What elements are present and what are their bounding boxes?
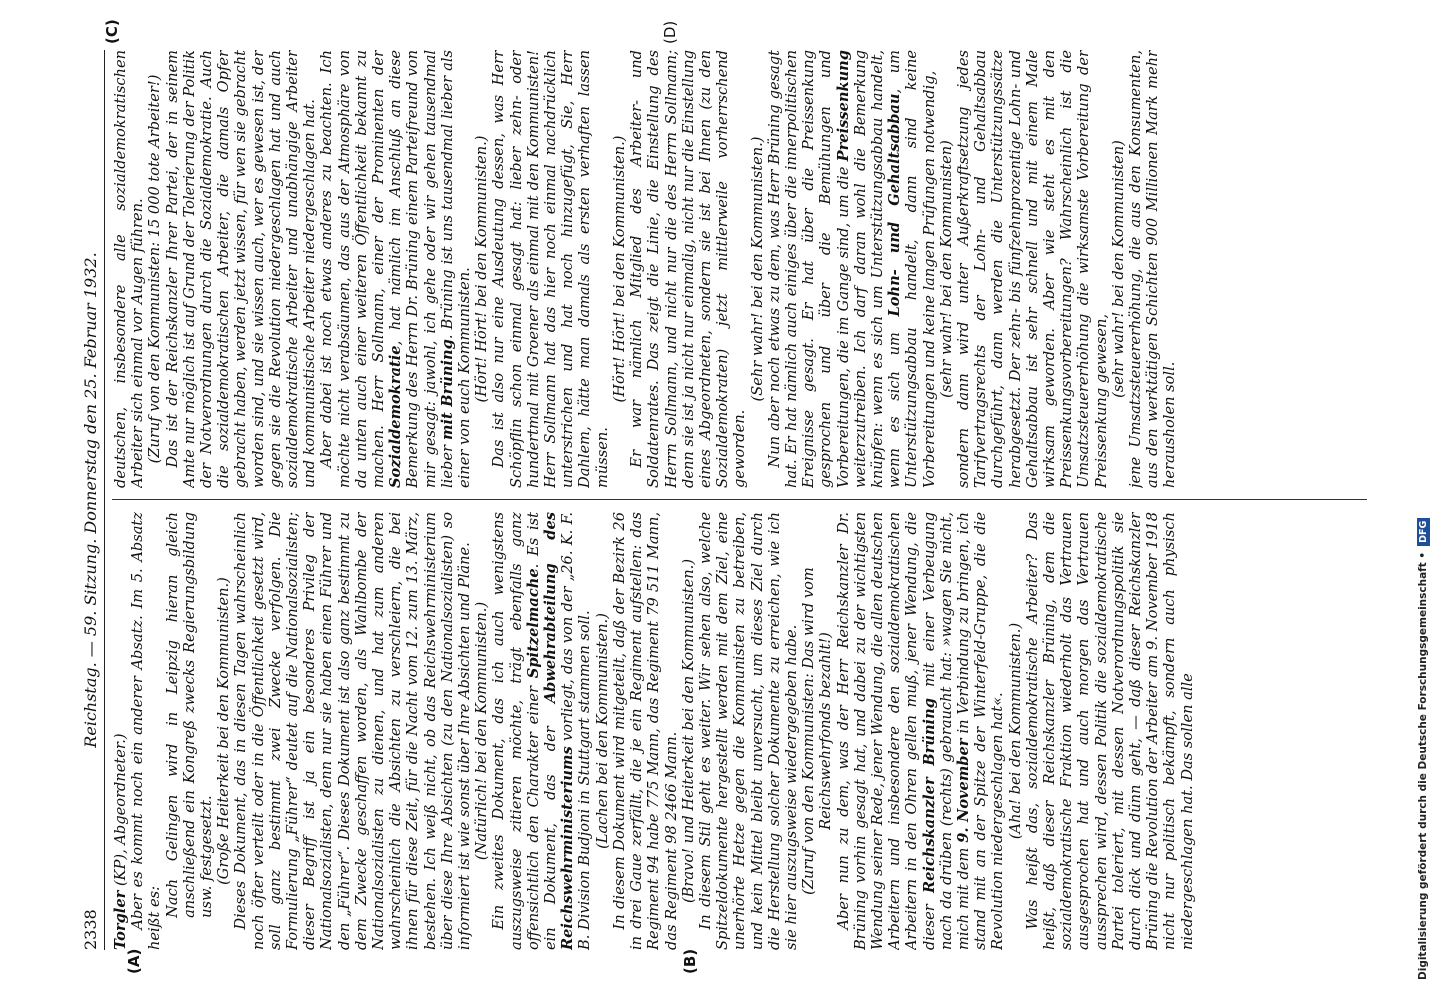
digitization-credit bbox=[1408, 0, 1434, 980]
page-number: 2338 bbox=[81, 909, 100, 950]
right-paragraph-5: (Hört! Hört! bei den Kommunisten.) bbox=[473, 135, 491, 403]
left-paragraph-1: Torgler (KP), Abgeordneter.) bbox=[112, 733, 129, 950]
column-divider bbox=[112, 499, 1367, 500]
left-paragraph-2: Aber es kommt noch ein anderer Absatz. Im 5. Absatz heißt es: bbox=[129, 512, 164, 950]
right-paragraph-6: Das ist also nur eine Ausdeutung dessen, was Herr Schöpflin schon einmal gesagt hat: lieber zehn- oder hundertmal mit Groener als einmal mit den Kommunisten! Herr Sollmann hat das hier noch einmal nachdrücklich unterstrichen und hat noch hinzugefügt, Sie, Herr Dahlem, hätte man damals als ersten verhaften lassen müssen. bbox=[490, 50, 611, 488]
right-column bbox=[112, 50, 1372, 488]
right-paragraph-10: Nun aber noch etwas zu dem, was Herr Brüning gesagt hat. Er hat nämlich auch einiges über die innerpolitischen Ereignisse gesagt. Er hat über die Preissenkung gesprochen und über die Bemühungen und Vorbereitungen, die im Gange sind, um die Preissenkung weiterzutreiben. Ich darf daran wohl die Bemerkung knüpfen: wenn es sich um Unterstützungsabbau handelt, wenn es sich um Lohn- und Gehaltsabbau, um Unterstützungsabbau handelt, dann sind keine Vorbereitungen und keine langen Prüfungen notwendig, bbox=[765, 50, 938, 488]
left-paragraph-10: (Bravo! und Heiterkeit bei den Kommunisten.) bbox=[679, 558, 697, 904]
right-paragraph-14: jene Umsatzsteuererhöhung, die aus den Konsumenten, aus den werktätigen Schichten 900 Millionen Mark mehr herausholen soll. bbox=[1126, 50, 1179, 488]
right-paragraph-8: Er war nämlich Mitglied des Arbeiter- und Soldatenrates. Das zeigt die Linie, die Einstellung des Herrn Sollmann, und nicht nur die des Herrn Sollmann; denn sie ist ja nicht nur einmalig, nicht nur die Einstellung eines Abgeordneten, sondern sie ist bei Ihnen (zu den Sozialdemokraten) jetzt mittlerweile vorherrschend geworden. bbox=[628, 50, 749, 488]
left-paragraph-13: Aber nun zu dem, was der Herr Reichskanzler Dr. Brüning vorhin gesagt hat, und dabei zu der wichtigsten Wendung seiner Rede, jener Wendung, die allen deutschen Arbeitern und insbesondere den sozialdemokratischen Arbeitern in den Ohren gellen muß, jener Wendung, die dieser Reichskanzler Brüning mit einer Verbeugung nach da drüben (rechts) gebraucht hat: »wagen Sie nicht, mich mit dem 9. November in Verbindung zu bringen, ich stand mit an der Spitze der Winterfeld-Gruppe, die die Revolution niedergeschlagen hat«. bbox=[834, 512, 1007, 950]
left-paragraph-6: (Natürlich! bei den Kommunisten.) bbox=[473, 601, 491, 861]
left-paragraph-15: Was heißt das, sozialdemokratische Arbeiter? Das heißt, daß dieser Reichskanzler Brüning, dem die sozialdemokratische Fraktion wiederholt das Vertrauen ausgesprochen hat und auch morgen das Vertrauen aussprechen wird, dessen Politik die sozialdemokratische Partei toleriert, mit dessen Notverordnungspolitik sie durch dick und dünn geht, — daß dieser Reichskanzler Brüning die Revolution der Arbeiter am 9. November 1918 nicht nur politisch bekämpft, sondern auch physisch niedergeschlagen hat. Das sollen alle bbox=[1023, 512, 1196, 950]
right-paragraph-9: (Sehr wahr! bei den Kommunisten.) bbox=[748, 136, 766, 402]
margin-mark-d: (D) bbox=[661, 20, 679, 44]
right-paragraph-12: sondern dann wird unter Außerkraftsetzung jedes Tarifvertragsrechts der Lohn- und Gehaltsabbau durchgeführt, dann werden die Unterstützungssätze herabgesetzt. Der zehn- bis fünfzehnprozentige Lohn- und Gehaltsabbau ist sehr schnell und mit einem Male wirksam geworden. Aber wie steht es mit den Preissenkungsvorbereitungen? Wahrscheinlich ist die Umsatzsteuererhöhung die wirksamste Vorbereitung der Preissenkung gewesen, bbox=[954, 50, 1110, 488]
page-header bbox=[82, 50, 105, 950]
right-paragraph-13: (sehr wahr! bei den Kommunisten) bbox=[1109, 140, 1127, 398]
dfg-logo: DFG bbox=[1417, 518, 1430, 546]
left-paragraph-14: (Aha! bei den Kommunisten.) bbox=[1006, 622, 1024, 840]
left-paragraph-12: (Zuruf von den Kommunisten: Das wird vom Reichswehrfonds bezahlt!) bbox=[800, 567, 835, 895]
scanned-page bbox=[81, 19, 1382, 974]
margin-mark-b: (B) bbox=[681, 948, 699, 974]
margin-mark-c: (C) bbox=[103, 19, 121, 44]
left-paragraph-7: Ein zweites Dokument, das ich auch wenigstens auszugsweise zitieren möchte, trägt ebenfalls ganz offensichtlich den Charakter einer Spitzelmache. Es ist ein Dokument, das der Abwehrabteilung des Reichswehrministeriums vorliegt, das von der „26. K. F. B. Division Budjoni in Stuttgart stammen soll. bbox=[490, 512, 594, 950]
left-paragraph-3: Nach Gelingen wird in Leipzig hieran gleich anschließend ein Kongreß zwecks Regierungsbildung usw. festgesetzt. bbox=[163, 512, 216, 918]
right-paragraph-7: (Hört! Hört! bei den Kommunisten.) bbox=[610, 135, 628, 403]
margin-mark-a: (A) bbox=[125, 948, 143, 974]
credit-text: Digitalisierung gefördert durch die Deutsche Forschungsgemeinschaft • bbox=[1417, 551, 1429, 980]
left-paragraph-11: In diesem Stil geht es weiter. Wir sehen also, welche Spitzeldokumente hergestellt werden mit dem Ziel, eine unerhörte Hetze gegen die Kommunisten zu betreiben, und kein Mittel bleibt unversucht, um dieses Ziel durch die Herstellung solcher Dokumente zu erreichen, wie ich sie hier auszugsweise wiedergegeben habe. bbox=[696, 512, 800, 950]
right-paragraph-2: (Zuruf von den Kommunisten: 15 000 tote Arbeiter!) bbox=[146, 74, 164, 464]
left-column bbox=[112, 512, 1372, 950]
left-paragraph-4: (Große Heiterkeit bei den Kommunisten.) bbox=[215, 577, 233, 885]
left-paragraph-9: In diesem Dokument wird mitgeteilt, daß der Bezirk 26 in drei Gaue zerfällt, die je ein Regiment aufstellen: das Regiment 94 habe 775 Mann, das Regiment 79 511 Mann, das Regiment 98 2466 Mann. bbox=[610, 512, 680, 950]
right-paragraph-4: Aber dabei ist noch etwas anderes zu beachten. Ich möchte nicht verabsäumen, das aus der Atmosphäre von da unten auch einer weiteren Öffentlichkeit bekannt zu machen. Herr Sollmann, einer der Prominenten der Sozialdemokratie, hat nämlich im Anschluß an diese Bemerkung des Herrn Dr. Brüning einem Parteifreund von mir gesagt: jawohl, ich gehe oder wir gehen tausendmal lieber mit Brüning. Brüning ist uns tausendmal lieber als einer von euch Kommunisten. bbox=[318, 50, 474, 488]
right-paragraph-1: deutschen, insbesondere alle sozialdemokratischen Arbeiter sich einmal vor Augen führen. bbox=[112, 50, 147, 488]
right-paragraph-3: Das ist der Reichskanzler Ihrer Partei, der in seinem Amte nur möglich ist auf Grund der Tolerierung der Politik der Notverordnungen durch die Sozialdemokratie. Auch die sozialdemokratischen Arbeiter, die damals Opfer gebracht haben, werden jetzt wissen, für wen sie gebracht worden sind, und sie wissen auch, wer es gewesen ist, der gegen sie die Revolution niedergeschlagen hat und auch sozialdemokratische Arbeiter und unabhängige Arbeiter und kommunistische Arbeiter niedergeschlagen hat. bbox=[163, 50, 319, 488]
right-paragraph-11: (sehr wahr! bei den Kommunisten) bbox=[937, 140, 955, 398]
left-paragraph-5: Dieses Dokument, das in diesen Tagen wahrscheinlich noch öfter verteilt oder in die Öffentlichkeit gesetzt wird, soll ganz bestimmt zwei Zwecke verfolgen. Die Formulierung „Führer“ deutet auf die Nationalsozialisten; dieser Begriff ist ja ein besonderes Privileg der Nationalsozialisten, denn nur sie haben einen Führer und den „Führer“. Dieses Dokument ist also ganz bestimmt zu dem Zwecke geschaffen worden, als Wahlbombe der Nationalsozialisten zu dienen, und hat zum anderen wahrscheinlich die Absichten zu verschleiern, die bei ihnen für diese Zeit, für die Nacht vom 12. zum 13. März, bestehen. Ich weiß nicht, ob das Reichswehrministerium über diese Ihre Absichten (zu den Nationalsozialisten) so informiert ist wie sonst über Ihre Absichten und Pläne. bbox=[232, 512, 474, 950]
page-title: Reichstag. — 59. Sitzung. Donnerstag den 25. Februar 1932. bbox=[81, 252, 100, 748]
left-paragraph-8: (Lachen bei den Kommunisten.) bbox=[593, 613, 611, 849]
